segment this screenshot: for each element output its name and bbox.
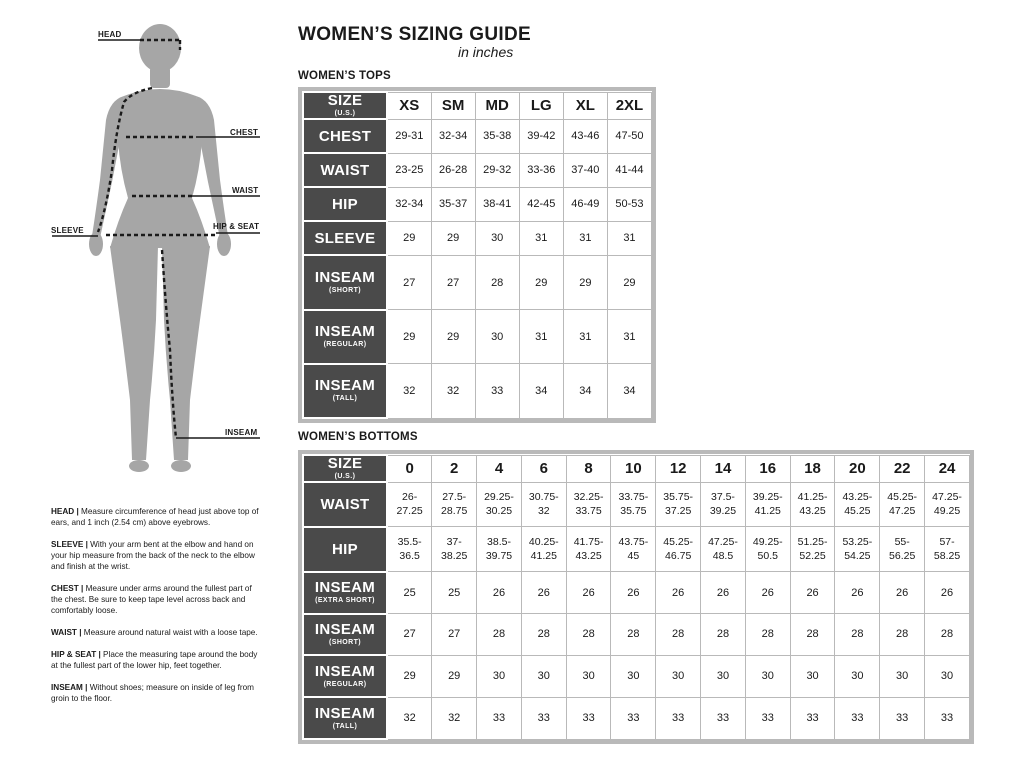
cell-line: 30.25 xyxy=(485,505,513,518)
table-cell: 33 xyxy=(701,697,746,739)
cell-line: 51.25- xyxy=(797,536,828,549)
table-cell xyxy=(611,527,656,572)
table-cell xyxy=(790,482,835,527)
table-cell: 26 xyxy=(566,572,611,614)
inseam-label: INSEAM xyxy=(225,428,258,437)
row-header-label: SIZE xyxy=(327,92,363,109)
table-cell: 26 xyxy=(925,572,970,614)
table-row xyxy=(303,527,970,572)
table-cell: 46-49 xyxy=(563,187,607,221)
table-cell: 33 xyxy=(566,697,611,739)
table-cell: 30 xyxy=(835,655,880,697)
table-cell: 33 xyxy=(835,697,880,739)
cell-line: 43.75- xyxy=(618,536,649,549)
size-header-cell: 0 xyxy=(387,455,432,482)
row-header-label: SIZE xyxy=(327,455,363,472)
table-cell: 29-32 xyxy=(475,153,519,187)
waist-label: WAIST xyxy=(232,186,259,195)
cell-line: 29.25- xyxy=(484,491,514,504)
size-header-cell: 10 xyxy=(611,455,656,482)
cell-line: 54.25 xyxy=(844,550,871,563)
table-cell: 29 xyxy=(607,255,651,309)
row-header-sublabel: (TALL) xyxy=(332,395,358,403)
header-row xyxy=(303,455,970,482)
instruction-text: Without shoes; measure on inside of leg from groin to the floor. xyxy=(51,683,254,703)
instruction-inseam xyxy=(51,682,261,704)
cell-line: 41.25 xyxy=(754,505,781,518)
table-cell: 27 xyxy=(387,614,432,656)
table-cell: 26 xyxy=(745,572,790,614)
silhouette-illustration xyxy=(40,20,280,490)
table-cell: 30 xyxy=(521,655,566,697)
row-header-label: HIP xyxy=(332,540,358,558)
cell-line: 55- xyxy=(894,536,910,549)
row-header-label: CHEST xyxy=(318,127,372,145)
cell-line: 43.25- xyxy=(842,491,873,504)
instruction-text: Measure around natural waist with a loose tape. xyxy=(81,628,258,637)
table-cell: 30 xyxy=(656,655,701,697)
table-cell: 33-36 xyxy=(519,153,563,187)
row-header-sublabel: (SHORT) xyxy=(329,638,361,646)
cell-line: 56.25 xyxy=(889,550,916,563)
table-cell: 29 xyxy=(431,310,475,364)
table-cell xyxy=(880,482,925,527)
row-header xyxy=(303,364,387,418)
table-cell xyxy=(790,527,835,572)
table-cell: 33 xyxy=(477,697,522,739)
cell-line: 37- xyxy=(446,536,462,549)
table-row xyxy=(303,364,652,418)
row-header xyxy=(303,221,387,255)
cell-line: 32 xyxy=(537,505,550,518)
cell-line: 38.5- xyxy=(487,536,511,549)
body-figure xyxy=(40,20,280,490)
table-cell: 27 xyxy=(431,255,475,309)
table-cell: 29 xyxy=(431,221,475,255)
cell-line: 45.25 xyxy=(844,505,871,518)
cell-line: 37.25 xyxy=(665,505,692,518)
table-cell xyxy=(566,527,611,572)
size-header-cell: 18 xyxy=(790,455,835,482)
cell-line: 41.25- xyxy=(797,491,828,504)
cell-line: 49.25- xyxy=(752,536,783,549)
cell-line: 35.75 xyxy=(620,505,647,518)
measurement-instructions xyxy=(51,506,261,715)
table-cell: 26 xyxy=(477,572,522,614)
cell-line: 47.25- xyxy=(932,491,962,504)
instruction-label: INSEAM | xyxy=(51,683,88,692)
table-cell xyxy=(701,527,746,572)
size-header-cell: 14 xyxy=(701,455,746,482)
size-header-cell: 8 xyxy=(566,455,611,482)
table-cell: 28 xyxy=(701,614,746,656)
cell-line: 32.25- xyxy=(573,491,604,504)
table-cell xyxy=(745,527,790,572)
table-cell: 34 xyxy=(607,364,651,418)
sleeve-label: SLEEVE xyxy=(51,226,84,235)
size-header-cell: 20 xyxy=(835,455,880,482)
row-header-sublabel: (REGULAR) xyxy=(323,680,367,688)
cell-line: 43.25 xyxy=(799,505,826,518)
cell-line: 45.25- xyxy=(663,536,694,549)
table-cell: 23-25 xyxy=(387,153,431,187)
table-cell: 26 xyxy=(790,572,835,614)
row-header-label: INSEAM xyxy=(314,704,376,722)
table-cell: 26 xyxy=(880,572,925,614)
table-cell: 33 xyxy=(745,697,790,739)
table-cell: 35-37 xyxy=(431,187,475,221)
instruction-chest xyxy=(51,583,261,616)
table-cell: 28 xyxy=(475,255,519,309)
cell-line: 38.25 xyxy=(441,550,468,563)
cell-line: 39.25- xyxy=(752,491,783,504)
table-cell: 28 xyxy=(835,614,880,656)
row-header-label: WAIST xyxy=(320,161,370,179)
table-cell: 33 xyxy=(925,697,970,739)
cell-line: 40.25- xyxy=(528,536,559,549)
instruction-head xyxy=(51,506,261,528)
row-header-sublabel: (U.S.) xyxy=(334,110,356,117)
row-header-sublabel: (U.S.) xyxy=(334,473,356,480)
row-header xyxy=(303,92,387,119)
table-cell: 25 xyxy=(432,572,477,614)
cell-line: 36.5 xyxy=(399,550,420,563)
cell-line: 39.25 xyxy=(709,505,737,518)
cell-line: 58.25 xyxy=(933,550,961,563)
row-header-sublabel: (REGULAR) xyxy=(323,341,367,349)
cell-line: 37.5- xyxy=(711,491,735,504)
table-cell: 33 xyxy=(475,364,519,418)
table-cell: 29 xyxy=(387,655,432,697)
table-cell: 30 xyxy=(611,655,656,697)
bottoms-table xyxy=(302,454,970,740)
table-cell: 26 xyxy=(835,572,880,614)
row-header xyxy=(303,614,387,656)
instruction-text: Measure circumference of head just above top of ears, and 1 inch (2.54 cm) above eyebrows. xyxy=(51,507,259,527)
table-cell: 31 xyxy=(607,310,651,364)
size-header-cell: 22 xyxy=(880,455,925,482)
size-header-cell: LG xyxy=(519,92,563,119)
row-header xyxy=(303,455,387,482)
cell-line: 33.75- xyxy=(618,491,649,504)
table-row xyxy=(303,655,970,697)
size-header-cell: 16 xyxy=(745,455,790,482)
size-header-cell: 6 xyxy=(521,455,566,482)
table-row xyxy=(303,572,970,614)
cell-line: 45 xyxy=(627,550,640,563)
table-cell: 31 xyxy=(607,221,651,255)
table-cell: 31 xyxy=(563,221,607,255)
table-cell: 26 xyxy=(701,572,746,614)
cell-line: 52.25 xyxy=(799,550,826,563)
table-cell: 35-38 xyxy=(475,119,519,153)
row-header-label: HIP xyxy=(332,195,358,213)
table-cell: 33 xyxy=(790,697,835,739)
table-cell xyxy=(880,527,925,572)
row-header-sublabel: (TALL) xyxy=(332,722,358,730)
table-cell: 27 xyxy=(387,255,431,309)
instruction-sleeve xyxy=(51,539,261,572)
table-cell: 47-50 xyxy=(607,119,651,153)
table-cell: 26 xyxy=(521,572,566,614)
cell-line: 49.25 xyxy=(933,505,961,518)
table-cell: 30 xyxy=(475,310,519,364)
table-cell: 25 xyxy=(387,572,432,614)
table-cell: 30 xyxy=(477,655,522,697)
table-cell: 43-46 xyxy=(563,119,607,153)
table-cell xyxy=(925,527,970,572)
chest-label: CHEST xyxy=(230,128,259,137)
table-cell: 39-42 xyxy=(519,119,563,153)
table-cell: 32 xyxy=(431,364,475,418)
table-cell: 29 xyxy=(563,255,607,309)
row-header-label: INSEAM xyxy=(314,323,376,341)
cell-line: 33.75 xyxy=(575,505,602,518)
table-cell: 33 xyxy=(521,697,566,739)
instruction-label: WAIST | xyxy=(51,628,82,637)
cell-line: 28.75 xyxy=(441,505,468,518)
bottoms-table-frame xyxy=(298,450,974,744)
table-cell: 33 xyxy=(880,697,925,739)
table-row xyxy=(303,255,652,309)
head-label: HEAD xyxy=(98,30,122,39)
row-header-sublabel: (EXTRA SHORT) xyxy=(315,597,375,605)
row-header-label: SLEEVE xyxy=(314,229,376,247)
row-header xyxy=(303,655,387,697)
table-row xyxy=(303,482,970,527)
table-cell: 28 xyxy=(790,614,835,656)
row-header xyxy=(303,482,387,527)
row-header-label: INSEAM xyxy=(314,620,376,638)
cell-line: 45.25- xyxy=(887,491,918,504)
row-header xyxy=(303,119,387,153)
table-cell xyxy=(387,482,432,527)
table-cell: 28 xyxy=(880,614,925,656)
size-header-cell: 4 xyxy=(477,455,522,482)
table-cell xyxy=(745,482,790,527)
instruction-label: CHEST | xyxy=(51,584,84,593)
cell-line: 26- xyxy=(402,491,418,504)
size-header-cell: 24 xyxy=(925,455,970,482)
cell-line: 57- xyxy=(939,536,955,549)
cell-line: 50.5 xyxy=(757,550,778,563)
table-cell: 32 xyxy=(387,364,431,418)
size-header-cell: 2 xyxy=(432,455,477,482)
table-cell: 42-45 xyxy=(519,187,563,221)
table-row xyxy=(303,614,970,656)
row-header-label: INSEAM xyxy=(314,662,376,680)
table-cell xyxy=(656,482,701,527)
table-cell xyxy=(925,482,970,527)
table-cell: 28 xyxy=(656,614,701,656)
cell-line: 53.25- xyxy=(842,536,873,549)
table-cell xyxy=(611,482,656,527)
table-cell: 30 xyxy=(880,655,925,697)
table-cell: 30 xyxy=(566,655,611,697)
row-header-label: WAIST xyxy=(320,495,370,513)
table-cell: 28 xyxy=(745,614,790,656)
table-cell xyxy=(701,482,746,527)
instruction-waist xyxy=(51,627,261,638)
row-header xyxy=(303,255,387,309)
size-header-cell: SM xyxy=(431,92,475,119)
cell-line: 46.75 xyxy=(665,550,692,563)
instruction-hip-seat xyxy=(51,649,261,671)
table-cell: 32-34 xyxy=(387,187,431,221)
row-header xyxy=(303,527,387,572)
table-cell xyxy=(387,527,432,572)
table-row xyxy=(303,310,652,364)
table-cell: 37-40 xyxy=(563,153,607,187)
table-cell xyxy=(521,482,566,527)
table-row xyxy=(303,119,652,153)
row-header xyxy=(303,187,387,221)
table-cell: 32 xyxy=(387,697,432,739)
table-cell: 38-41 xyxy=(475,187,519,221)
table-cell: 31 xyxy=(519,221,563,255)
table-cell: 30 xyxy=(475,221,519,255)
table-cell: 33 xyxy=(656,697,701,739)
table-cell: 34 xyxy=(563,364,607,418)
table-cell: 27 xyxy=(432,614,477,656)
row-header-label: INSEAM xyxy=(314,377,376,395)
table-cell xyxy=(835,527,880,572)
table-cell: 28 xyxy=(477,614,522,656)
table-row xyxy=(303,153,652,187)
row-header-label: INSEAM xyxy=(314,269,376,287)
cell-line: 47.25- xyxy=(708,536,738,549)
table-cell: 29 xyxy=(432,655,477,697)
bottoms-section-title: WOMEN’S BOTTOMS xyxy=(298,431,418,443)
instruction-label: HEAD | xyxy=(51,507,79,516)
cell-line: 35.75- xyxy=(663,491,694,504)
table-cell: 29 xyxy=(519,255,563,309)
tops-section-title: WOMEN’S TOPS xyxy=(298,70,391,82)
row-header-sublabel: (SHORT) xyxy=(329,287,361,295)
header-row xyxy=(303,92,652,119)
table-row xyxy=(303,221,652,255)
table-cell: 30 xyxy=(790,655,835,697)
table-cell: 34 xyxy=(519,364,563,418)
instruction-text: With your arm bent at the elbow and hand on your hip measure from the back of the neck to the elbow and finish at the wrist. xyxy=(51,540,255,571)
instruction-text: Place the measuring tape around the body at the fullest part of the lower hip, feet together. xyxy=(51,650,258,670)
cell-line: 27.5- xyxy=(442,491,467,504)
page-title: WOMEN’S SIZING GUIDE xyxy=(298,24,531,45)
table-cell xyxy=(432,482,477,527)
cell-line: 27.25 xyxy=(396,505,423,518)
size-header-cell: 12 xyxy=(656,455,701,482)
table-cell: 31 xyxy=(519,310,563,364)
row-header xyxy=(303,153,387,187)
table-cell: 31 xyxy=(563,310,607,364)
table-cell: 26 xyxy=(611,572,656,614)
table-cell xyxy=(477,527,522,572)
size-header-cell: 2XL xyxy=(607,92,651,119)
instruction-text: Measure under arms around the fullest part of the chest. Be sure to keep tape level across back and comfortably loose. xyxy=(51,584,252,615)
page-subtitle: in inches xyxy=(458,44,514,60)
table-cell xyxy=(656,527,701,572)
table-cell: 29 xyxy=(387,310,431,364)
row-header xyxy=(303,310,387,364)
table-cell: 30 xyxy=(925,655,970,697)
table-cell: 26 xyxy=(656,572,701,614)
table-row xyxy=(303,697,970,739)
size-header-cell: MD xyxy=(475,92,519,119)
row-header xyxy=(303,572,387,614)
cell-line: 41.75- xyxy=(573,536,604,549)
table-cell: 32-34 xyxy=(431,119,475,153)
row-header-label: INSEAM xyxy=(314,579,376,597)
cell-line: 48.5 xyxy=(712,550,734,563)
table-cell: 30 xyxy=(701,655,746,697)
hip-seat-label: HIP & SEAT xyxy=(213,222,260,231)
tops-table xyxy=(302,91,652,419)
table-cell: 41-44 xyxy=(607,153,651,187)
table-cell xyxy=(432,527,477,572)
table-cell: 28 xyxy=(566,614,611,656)
table-cell: 29 xyxy=(387,221,431,255)
instruction-label: HIP & SEAT | xyxy=(51,650,101,659)
cell-line: 43.25 xyxy=(575,550,602,563)
table-cell: 29-31 xyxy=(387,119,431,153)
table-cell: 28 xyxy=(521,614,566,656)
table-row xyxy=(303,187,652,221)
table-cell: 32 xyxy=(432,697,477,739)
size-header-cell: XL xyxy=(563,92,607,119)
cell-line: 35.5- xyxy=(397,536,422,549)
instruction-label: SLEEVE | xyxy=(51,540,88,549)
tops-table-frame xyxy=(298,87,656,423)
table-cell: 26-28 xyxy=(431,153,475,187)
table-cell: 30 xyxy=(745,655,790,697)
size-header-cell: XS xyxy=(387,92,431,119)
cell-line: 30.75- xyxy=(528,491,559,504)
table-cell xyxy=(835,482,880,527)
cell-line: 47.25 xyxy=(889,505,916,518)
table-cell: 33 xyxy=(611,697,656,739)
cell-line: 41.25 xyxy=(530,550,557,563)
table-cell: 28 xyxy=(925,614,970,656)
table-cell xyxy=(566,482,611,527)
table-cell xyxy=(477,482,522,527)
cell-line: 39.75 xyxy=(485,550,513,563)
table-cell xyxy=(521,527,566,572)
row-header xyxy=(303,697,387,739)
table-cell: 28 xyxy=(611,614,656,656)
table-cell: 50-53 xyxy=(607,187,651,221)
